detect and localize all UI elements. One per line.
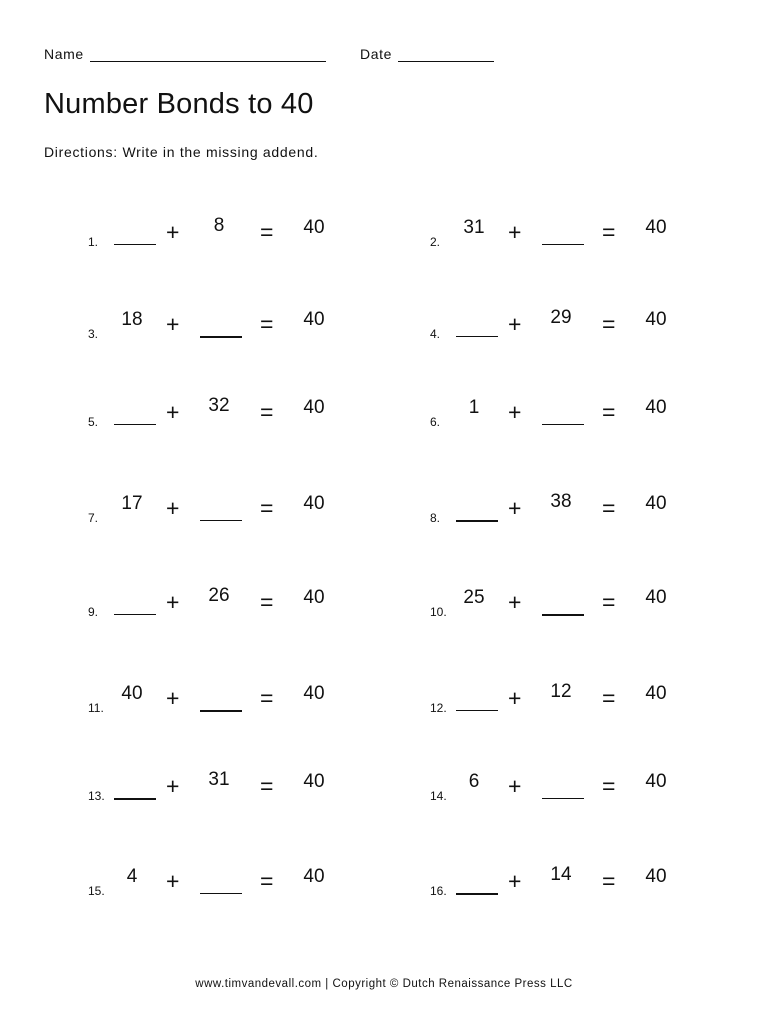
equals-sign: = (602, 219, 616, 245)
addend-value: 18 (121, 309, 143, 330)
answer-blank[interactable] (200, 710, 242, 712)
addend-value: 1 (468, 397, 480, 418)
equals-sign: = (602, 589, 616, 615)
sum-value: 40 (303, 493, 325, 514)
problem-number: 6. (430, 415, 441, 429)
problem-number: 14. (430, 789, 447, 803)
answer-blank[interactable] (114, 614, 156, 615)
addend-value: 6 (468, 771, 480, 792)
equals-sign: = (260, 311, 274, 337)
problem-item (88, 769, 368, 809)
problem-number: 10. (430, 605, 447, 619)
sum-value: 40 (645, 587, 667, 608)
addend-value: 32 (208, 395, 230, 416)
problem-item (430, 585, 710, 625)
problem-item (430, 491, 710, 531)
name-label: Name (44, 46, 84, 62)
problem-number: 13. (88, 789, 105, 803)
answer-blank[interactable] (114, 424, 156, 425)
plus-sign: + (166, 868, 180, 894)
plus-sign: + (166, 399, 180, 425)
equals-sign: = (260, 219, 274, 245)
plus-sign: + (508, 868, 522, 894)
answer-blank[interactable] (542, 424, 584, 425)
answer-blank[interactable] (542, 798, 584, 799)
plus-sign: + (508, 685, 522, 711)
addend-value: 8 (213, 215, 225, 236)
sum-value: 40 (645, 493, 667, 514)
equals-sign: = (602, 495, 616, 521)
problem-item (88, 395, 368, 435)
addend-value: 29 (550, 307, 572, 328)
addend-value: 25 (463, 587, 485, 608)
plus-sign: + (166, 685, 180, 711)
equals-sign: = (260, 399, 274, 425)
answer-blank[interactable] (200, 893, 242, 894)
answer-blank[interactable] (456, 893, 498, 895)
equals-sign: = (260, 589, 274, 615)
sum-value: 40 (645, 217, 667, 238)
directions-label: Directions: (44, 144, 118, 160)
problem-number: 3. (88, 327, 99, 341)
sum-value: 40 (645, 397, 667, 418)
sum-value: 40 (303, 866, 325, 887)
plus-sign: + (508, 495, 522, 521)
problem-item (88, 681, 368, 721)
addend-value: 40 (121, 683, 143, 704)
equals-sign: = (602, 399, 616, 425)
problem-item (88, 491, 368, 531)
date-label: Date (360, 46, 392, 62)
problem-item (430, 395, 710, 435)
plus-sign: + (166, 219, 180, 245)
problem-number: 15. (88, 884, 105, 898)
sum-value: 40 (303, 683, 325, 704)
plus-sign: + (508, 773, 522, 799)
plus-sign: + (166, 311, 180, 337)
problem-number: 7. (88, 511, 99, 525)
equals-sign: = (602, 773, 616, 799)
directions-text: Write in the missing addend. (122, 144, 319, 160)
sum-value: 40 (303, 587, 325, 608)
problem-number: 11. (88, 701, 104, 715)
name-field[interactable] (44, 46, 326, 62)
problem-item (88, 215, 368, 255)
equals-sign: = (260, 868, 274, 894)
footer: www.timvandevall.com | Copyright © Dutch Renaissance Press LLC (195, 978, 573, 990)
plus-sign: + (508, 589, 522, 615)
answer-blank[interactable] (456, 336, 498, 337)
problem-item (430, 769, 710, 809)
problem-item (430, 215, 710, 255)
addend-value: 31 (208, 769, 230, 790)
plus-sign: + (166, 495, 180, 521)
problem-number: 1. (88, 235, 99, 249)
answer-blank[interactable] (456, 710, 498, 711)
addend-value: 4 (126, 866, 138, 887)
answer-blank[interactable] (200, 336, 242, 338)
problem-item (430, 864, 710, 904)
equals-sign: = (260, 685, 274, 711)
date-line[interactable] (398, 47, 494, 62)
addend-value: 38 (550, 491, 572, 512)
addend-value: 14 (550, 864, 572, 885)
answer-blank[interactable] (114, 244, 156, 245)
answer-blank[interactable] (114, 798, 156, 800)
name-line[interactable] (90, 47, 326, 62)
date-field[interactable] (360, 46, 494, 62)
sum-value: 40 (645, 866, 667, 887)
problem-number: 9. (88, 605, 99, 619)
addend-value: 17 (121, 493, 143, 514)
sum-value: 40 (645, 309, 667, 330)
problem-number: 5. (88, 415, 99, 429)
addend-value: 31 (463, 217, 485, 238)
plus-sign: + (166, 773, 180, 799)
problem-item (88, 864, 368, 904)
equals-sign: = (602, 311, 616, 337)
problem-number: 12. (430, 701, 447, 715)
addend-value: 26 (208, 585, 230, 606)
answer-blank[interactable] (542, 614, 584, 616)
problem-item (88, 307, 368, 347)
problem-item (430, 681, 710, 721)
equals-sign: = (602, 868, 616, 894)
plus-sign: + (508, 399, 522, 425)
problem-number: 4. (430, 327, 441, 341)
sum-value: 40 (303, 217, 325, 238)
sum-value: 40 (645, 771, 667, 792)
problem-number: 8. (430, 511, 441, 525)
equals-sign: = (260, 773, 274, 799)
addend-value: 12 (550, 681, 572, 702)
problem-number: 16. (430, 884, 447, 898)
answer-blank[interactable] (456, 520, 498, 522)
equals-sign: = (602, 685, 616, 711)
sum-value: 40 (303, 397, 325, 418)
plus-sign: + (508, 219, 522, 245)
sum-value: 40 (645, 683, 667, 704)
sum-value: 40 (303, 771, 325, 792)
answer-blank[interactable] (542, 244, 584, 245)
problem-item (88, 585, 368, 625)
plus-sign: + (166, 589, 180, 615)
problem-item (430, 307, 710, 347)
equals-sign: = (260, 495, 274, 521)
sum-value: 40 (303, 309, 325, 330)
directions (44, 144, 318, 160)
problem-number: 2. (430, 235, 441, 249)
answer-blank[interactable] (200, 520, 242, 521)
plus-sign: + (508, 311, 522, 337)
page-title: Number Bonds to 40 (44, 88, 314, 120)
